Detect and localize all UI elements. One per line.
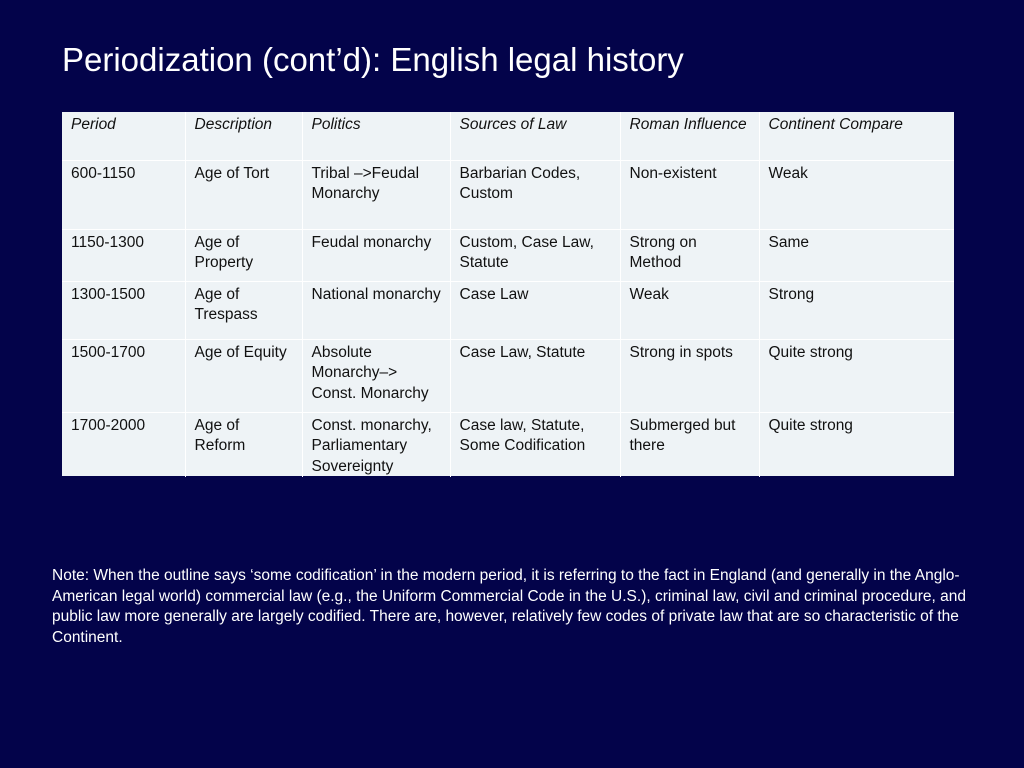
periodization-table-container (62, 112, 954, 476)
header-period: Period (62, 112, 185, 160)
header-sources-of-law: Sources of Law (450, 112, 620, 160)
cell-period: 600-1150 (62, 160, 185, 229)
cell-sources-of-law: Case Law, Statute (450, 339, 620, 412)
cell-sources-of-law: Case law, Statute, Some Codification (450, 412, 620, 477)
cell-description: Age of Property (185, 229, 302, 281)
cell-description: Age of Equity (185, 339, 302, 412)
cell-description: Age of Trespass (185, 281, 302, 339)
table-row (62, 281, 954, 339)
cell-politics: Const. monarchy, Parliamentary Sovereignty (302, 412, 450, 477)
table-header-row (62, 112, 954, 160)
cell-politics: National monarchy (302, 281, 450, 339)
cell-continent-compare: Same (759, 229, 954, 281)
table-row (62, 412, 954, 477)
periodization-table (62, 112, 954, 477)
cell-continent-compare: Quite strong (759, 339, 954, 412)
table-row (62, 229, 954, 281)
cell-period: 1500-1700 (62, 339, 185, 412)
cell-politics: Absolute Monarchy–> Const. Monarchy (302, 339, 450, 412)
footnote: Note: When the outline says ‘some codification’ in the modern period, it is referring to the fact in England (and generally in the Anglo-American legal world) commercial law (e.g., the Uniform Commercial Code in the U.S.), criminal law, civil and criminal procedure, and public law more generally are largely codified. There are, however, relatively few codes of private law that are so characteristic of the Continent. (52, 567, 966, 646)
header-description: Description (185, 112, 302, 160)
table-row (62, 339, 954, 412)
cell-description: Age of Reform (185, 412, 302, 477)
cell-continent-compare: Quite strong (759, 412, 954, 477)
cell-roman-influence: Non-existent (620, 160, 759, 229)
cell-sources-of-law: Barbarian Codes, Custom (450, 160, 620, 229)
cell-politics: Feudal monarchy (302, 229, 450, 281)
header-roman-influence: Roman Influence (620, 112, 759, 160)
cell-roman-influence: Weak (620, 281, 759, 339)
cell-roman-influence: Strong in spots (620, 339, 759, 412)
cell-roman-influence: Strong on Method (620, 229, 759, 281)
cell-politics: Tribal –>Feudal Monarchy (302, 160, 450, 229)
cell-period: 1700-2000 (71, 416, 146, 434)
header-politics: Politics (302, 112, 450, 160)
table-row (62, 160, 954, 229)
slide-title: Periodization (cont’d): English legal history (62, 41, 684, 78)
header-continent-compare: Continent Compare (759, 112, 954, 160)
cell-roman-influence: Submerged but there (620, 412, 759, 477)
cell-sources-of-law: Custom, Case Law, Statute (450, 229, 620, 281)
cell-continent-compare: Strong (759, 281, 954, 339)
cell-sources-of-law: Case Law (450, 281, 620, 339)
cell-period: 1150-1300 (62, 229, 185, 281)
cell-continent-compare: Weak (759, 160, 954, 229)
cell-description: Age of Tort (185, 160, 302, 229)
cell-period: 1300-1500 (62, 281, 185, 339)
